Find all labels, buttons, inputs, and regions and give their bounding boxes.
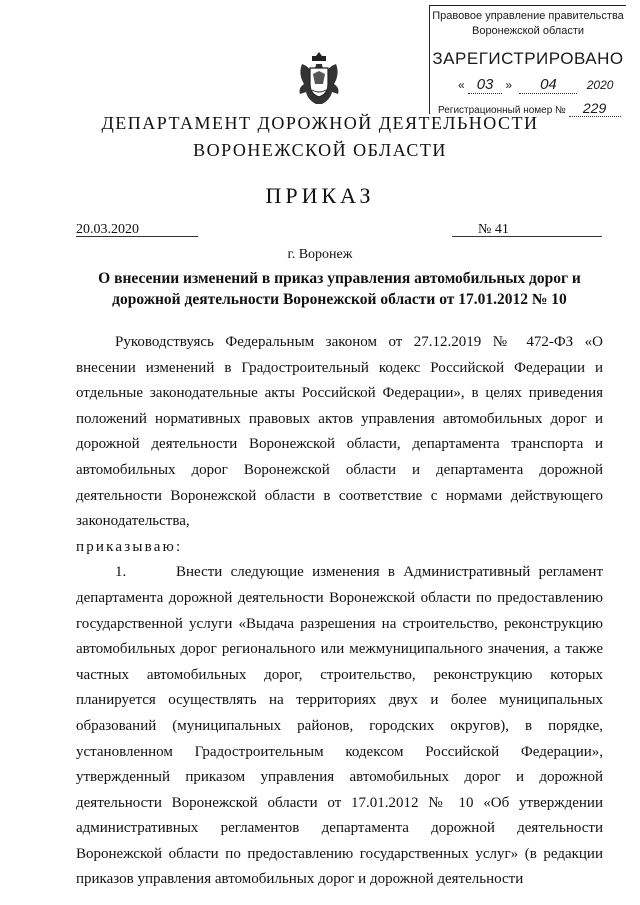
order-date: 20.03.2020 — [76, 222, 139, 237]
stamp-org-line2: Воронежской области — [471, 25, 584, 37]
coat-of-arms-icon — [296, 50, 342, 108]
item-1-text: Внести следующие изменения в Административный регламент департамента дорожной деятельности Воронежской области по предоставлению государственной услуги «Выдача разрешения на строительство, реконструкцию автомобильных дорог регионального или межмуниципального значения, а также частных автомобильных дорог, строительство, реконструкцию которых планируется осуществлять на территориях двух и более муниципальных образований (муниципальных районов, городских округов), в порядке, установленном Градостроительным кодексом Российской Федерации», утвержденный приказом управления автомобильных дорог и дорожной деятельности Воронежской области от 17.01.2012 № 10 «Об утверждении административных регламентов департамента дорожной деятельности Воронежской области по предоставлению государственных услуг» (в редакции приказов управления автомобильных дорог и дорожной деятельности — [76, 564, 603, 888]
orders-keyword: приказываю: — [76, 538, 183, 555]
stamp-date — [458, 76, 613, 94]
item-1-paragraph — [76, 560, 603, 893]
order-title: О внесении изменений в приказ управления автомобильных дорог и дорожной деятельности Воронежской области от 17.01.2012 № 10 — [98, 270, 581, 308]
number-underline — [452, 236, 602, 237]
department-name-line2: ВОРОНЕЖСКОЙ ОБЛАСТИ — [193, 140, 447, 160]
preamble-paragraph: Руководствуясь Федеральным законом от 27.12.2019 № 472-ФЗ «О внесении изменений в Градостроительный кодекс Российской Федерации и отдельные законодательные акты Российской Федерации», в целях приведения положений нормативных правовых актов управления автомобильных дорог и дорожной деятельности Воронежской области, департамента транспорта и автомобильных дорог Воронежской области и департамента дорожной деятельности Воронежской области в соответствие с нормами действующего законодательства, — [76, 334, 603, 530]
date-underline — [76, 236, 198, 237]
stamp-date-month: 04 — [519, 76, 577, 94]
stamp-date-year: 2020 — [586, 78, 614, 92]
order-number: № 41 — [478, 222, 509, 237]
stamp-reg-number-label: Регистрационный номер № — [438, 105, 566, 116]
stamp-date-open-quote: « — [458, 78, 465, 92]
department-name-line1: ДЕПАРТАМЕНТ ДОРОЖНОЙ ДЕЯТЕЛЬНОСТИ — [101, 113, 539, 133]
stamp-reg-number: 229 — [569, 100, 621, 117]
document-type: ПРИКАЗ — [265, 183, 375, 208]
city: г. Воронеж — [287, 247, 353, 262]
registration-stamp — [429, 5, 626, 114]
order-body — [76, 330, 603, 893]
stamp-date-day: 03 — [468, 76, 502, 94]
stamp-org-line1: Правовое управление правительства — [432, 10, 624, 22]
item-1-number: 1. — [115, 564, 127, 581]
stamp-registered-label: ЗАРЕГИСТРИРОВАНО — [432, 49, 624, 68]
stamp-date-close-quote: » — [505, 78, 513, 92]
